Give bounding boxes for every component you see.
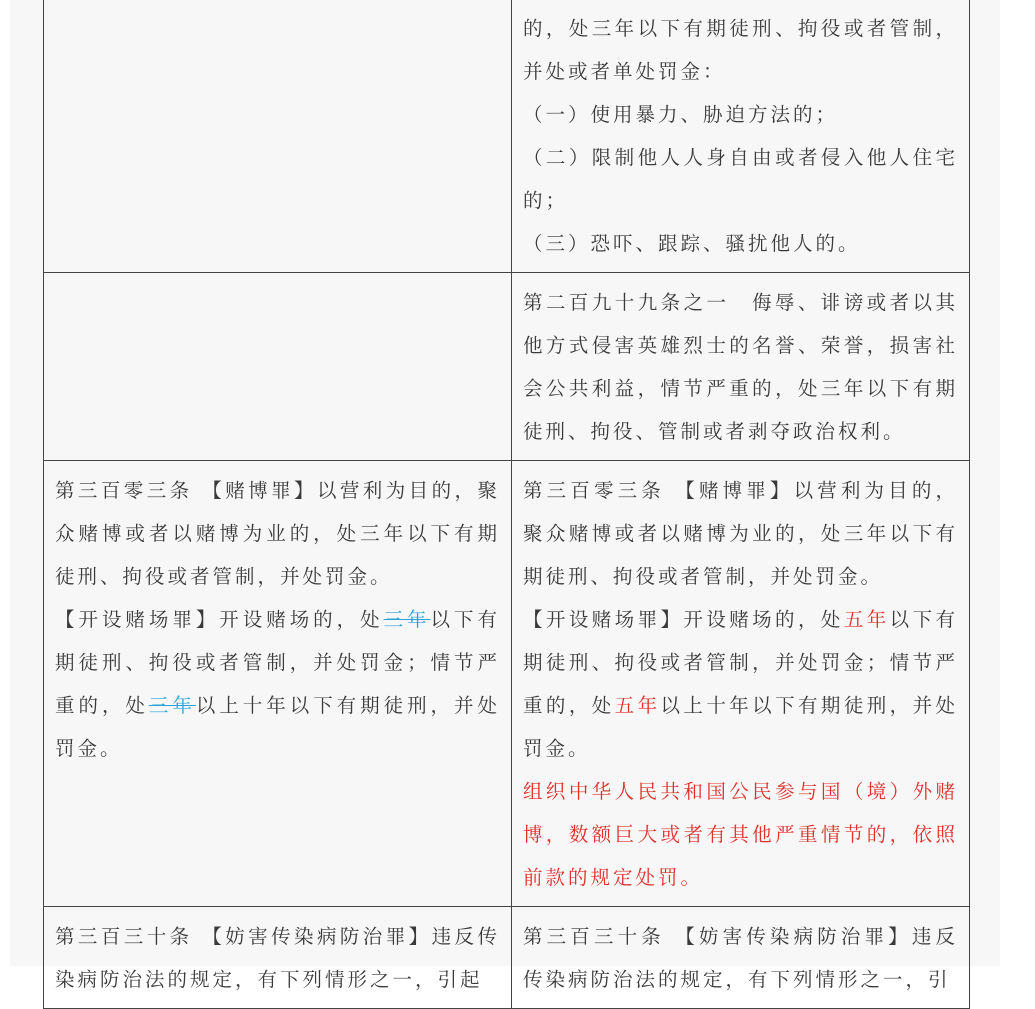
- inserted-text: 五年: [614, 694, 661, 717]
- table-row: [44, 907, 970, 1009]
- table-row: [44, 461, 970, 907]
- table-row: [44, 0, 970, 273]
- new-text-cell: [512, 0, 970, 273]
- paragraph: 【开设赌场罪】开设赌场的，处五年以下有期徒刑、拘役或者管制，并处罚金；情节严重的，处五年以上十年以下有期徒刑，并处罚金。: [523, 608, 958, 760]
- paragraph: 的，处三年以下有期徒刑、拘役或者管制，并处或者单处罚金：: [523, 17, 958, 83]
- inserted-text: 五年: [843, 608, 890, 631]
- paragraph: [523, 281, 958, 453]
- paragraph: 组织中华人民共和国公民参与国（境）外赌博，数额巨大或者有其他严重情节的，依照前款的规定处罚。: [523, 780, 958, 889]
- old-text-cell: [44, 0, 512, 273]
- old-text-cell: [44, 273, 512, 461]
- old-text-cell: [44, 907, 512, 1009]
- paragraph: （二）限制他人人身自由或者侵入他人住宅的；: [523, 146, 958, 212]
- new-text-cell: [512, 273, 970, 461]
- paragraph: 第三百三十条 【妨害传染病防治罪】违反传染病防治法的规定，有下列情形之一，引: [523, 925, 958, 991]
- paragraph: （一）使用暴力、胁迫方法的；: [523, 103, 839, 126]
- paragraph: （三）恐吓、跟踪、骚扰他人的。: [523, 232, 861, 255]
- new-text-cell: [512, 461, 970, 907]
- paragraph: 第三百三十条 【妨害传染病防治罪】违反传染病防治法的规定，有下列情形之一，引起: [55, 925, 500, 991]
- comparison-table: [43, 0, 970, 1009]
- paragraph: 【开设赌场罪】开设赌场的，处三年以下有期徒刑、拘役或者管制，并处罚金；情节严重的，处三年以上十年以下有期徒刑，并处罚金。: [55, 608, 500, 760]
- article-number: 第二百九十九条之一: [523, 291, 730, 314]
- document-page: [10, 0, 1000, 991]
- paragraph: 第三百零三条 【赌博罪】以营利为目的，聚众赌博或者以赌博为业的，处三年以下有期徒刑、拘役或者管制，并处罚金。: [523, 479, 958, 588]
- paragraph: 第三百零三条 【赌博罪】以营利为目的，聚众赌博或者以赌博为业的，处三年以下有期徒刑、拘役或者管制，并处罚金。: [55, 479, 500, 588]
- article-body: 侮辱、诽谤或者以其他方式侵害英雄烈士的名誉、荣誉，损害社会公共利益，情节严重的，处三年以下有期徒刑、拘役、管制或者剥夺政治权利。: [523, 291, 958, 443]
- deleted-text: 三年: [383, 608, 431, 631]
- table-row: [44, 273, 970, 461]
- deleted-text: 三年: [148, 694, 196, 717]
- new-text-cell: [512, 907, 970, 1009]
- old-text-cell: [44, 461, 512, 907]
